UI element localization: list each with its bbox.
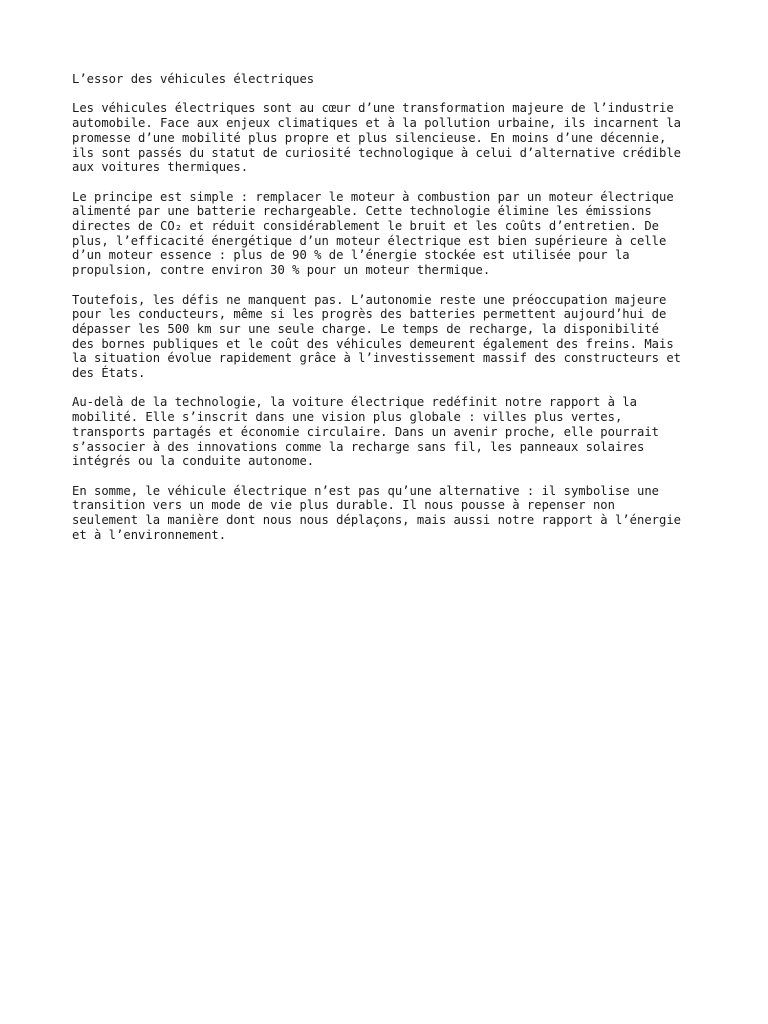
paragraph-line: alimenté par une batterie rechargeable. Cette technologie élimine les émissions: [72, 204, 652, 219]
paragraph-line: Toutefois, les défis ne manquent pas. L’autonomie reste une préoccupation majeure: [72, 292, 667, 307]
paragraph-line: directes de CO₂ et réduit considérablement le bruit et les coûts d’entretien. De: [72, 219, 659, 233]
paragraph-line: Les véhicules électriques sont au cœur d’une transformation majeure de l’industrie: [72, 101, 674, 116]
paragraph: [72, 190, 702, 278]
paragraph-line: propulsion, contre environ 30 % pour un moteur thermique.: [72, 263, 491, 278]
paragraph-line: seulement la manière dont nous nous déplaçons, mais aussi notre rapport à l’énergie: [72, 513, 682, 528]
paragraph: [72, 484, 702, 543]
paragraph-list: [72, 101, 702, 542]
paragraph-line: ils sont passés du statut de curiosité technologique à celui d’alternative crédible: [72, 145, 682, 160]
paragraph-line: transports partagés et économie circulaire. Dans un avenir proche, elle pourrait: [72, 424, 659, 439]
paragraph-line: la situation évolue rapidement grâce à l’investissement massif des constructeurs et: [72, 351, 682, 366]
paragraph: [72, 395, 702, 469]
paragraph-line: dépasser les 500 km sur une seule charge. Le temps de recharge, la disponibilité: [72, 321, 659, 336]
paragraph-line: des bornes publiques et le coût des véhicules demeurent également des freins. Mais: [72, 336, 674, 351]
paragraph-line: et à l’environnement.: [72, 527, 227, 542]
paragraph-line: aux voitures thermiques.: [72, 160, 249, 175]
paragraph-line: automobile. Face aux enjeux climatiques et à la pollution urbaine, ils incarnent la: [72, 116, 682, 131]
paragraph-line: pour les conducteurs, même si les progrès des batteries permettent aujourd’hui de: [72, 307, 667, 322]
paragraph-line: s’associer à des innovations comme la recharge sans fil, les panneaux solaires: [72, 439, 645, 454]
paragraph-line: En somme, le véhicule électrique n’est pas qu’une alternative : il symbolise une: [72, 483, 659, 498]
paragraph-line: promesse d’une mobilité plus propre et plus silencieuse. En moins d’une décennie,: [72, 130, 667, 145]
paragraph-line: des États.: [72, 366, 146, 381]
paragraph-line: Le principe est simple : remplacer le moteur à combustion par un moteur électrique: [72, 189, 674, 204]
paragraph: [72, 293, 702, 381]
paragraph: [72, 101, 702, 175]
document-title: L’essor des véhicules électriques: [72, 72, 315, 86]
paragraph-line: mobilité. Elle s’inscrit dans une vision plus globale : villes plus vertes,: [72, 410, 623, 425]
paragraph-line: Au-delà de la technologie, la voiture électrique redéfinit notre rapport à la: [72, 395, 637, 410]
paragraph-line: d’un moteur essence : plus de 90 % de l’énergie stockée est utilisée pour la: [72, 248, 630, 263]
paragraph-line: transition vers un mode de vie plus durable. Il nous pousse à repenser non: [72, 498, 615, 513]
document-body: [72, 72, 702, 557]
paragraph-line: plus, l’efficacité énergétique d’un moteur électrique est bien supérieure à celle: [72, 233, 667, 248]
paragraph-line: intégrés ou la conduite autonome.: [72, 454, 315, 469]
